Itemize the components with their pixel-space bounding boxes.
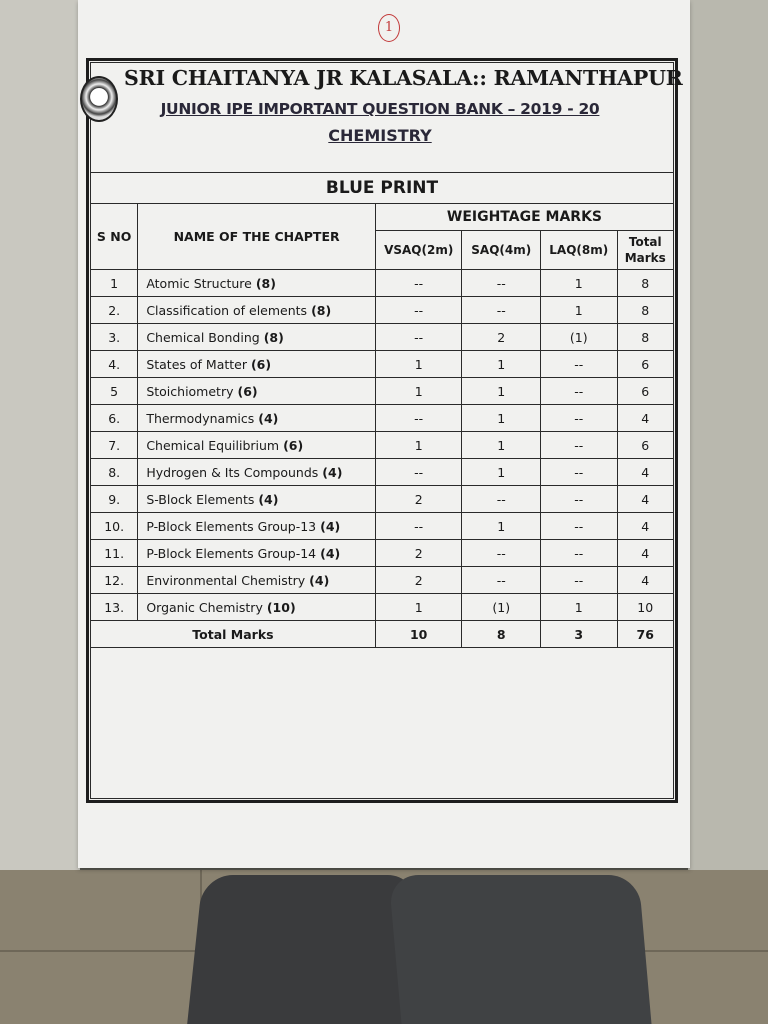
row-vsaq: -- bbox=[375, 405, 462, 432]
row-sno: 9. bbox=[91, 486, 138, 513]
row-saq: -- bbox=[462, 297, 541, 324]
row-laq: -- bbox=[541, 351, 618, 378]
chapter-name: Environmental Chemistry bbox=[146, 572, 306, 588]
column-header-chapter: NAME OF THE CHAPTER bbox=[138, 204, 376, 270]
row-saq: 1 bbox=[462, 405, 541, 432]
row-sno: 2. bbox=[91, 297, 138, 324]
row-total: 4 bbox=[617, 540, 673, 567]
document-subtitle: JUNIOR IPE IMPORTANT QUESTION BANK – 2019 - 20 bbox=[160, 100, 600, 118]
institution-title: SRI CHAITANYA JR KALASALA:: RAMANTHAPUR bbox=[124, 66, 683, 90]
row-total: 4 bbox=[617, 486, 673, 513]
row-vsaq: -- bbox=[375, 459, 462, 486]
table-row bbox=[91, 270, 674, 297]
row-laq: -- bbox=[541, 432, 618, 459]
row-laq: -- bbox=[541, 459, 618, 486]
chapter-name: Chemical Equilibrium bbox=[146, 437, 280, 453]
chapter-weight: (6) bbox=[250, 356, 272, 372]
row-saq: (1) bbox=[462, 594, 541, 621]
row-laq: -- bbox=[541, 405, 618, 432]
row-sno: 4. bbox=[91, 351, 138, 378]
row-laq: -- bbox=[541, 540, 618, 567]
row-total: 10 bbox=[617, 594, 673, 621]
row-laq: -- bbox=[541, 378, 618, 405]
table-row bbox=[91, 567, 674, 594]
row-saq: -- bbox=[462, 540, 541, 567]
background-wall-left bbox=[0, 0, 80, 880]
row-chapter bbox=[138, 351, 376, 378]
chapter-weight: (4) bbox=[320, 545, 341, 561]
chapter-weight: (4) bbox=[258, 491, 279, 507]
row-laq: 1 bbox=[541, 270, 618, 297]
chapter-weight: (8) bbox=[263, 329, 284, 345]
table-row bbox=[91, 324, 674, 351]
table-row bbox=[91, 297, 674, 324]
row-chapter bbox=[138, 513, 376, 540]
row-sno: 6. bbox=[91, 405, 138, 432]
row-total: 4 bbox=[617, 513, 673, 540]
totals-total: 76 bbox=[617, 621, 673, 648]
column-header-vsaq: VSAQ(2m) bbox=[375, 231, 462, 270]
row-vsaq: -- bbox=[375, 324, 462, 351]
row-total: 8 bbox=[617, 270, 673, 297]
row-total: 8 bbox=[617, 297, 673, 324]
row-saq: 1 bbox=[462, 459, 541, 486]
totals-label: Total Marks bbox=[91, 621, 376, 648]
row-chapter bbox=[138, 540, 376, 567]
row-chapter bbox=[138, 405, 376, 432]
row-total: 6 bbox=[617, 351, 673, 378]
table-row bbox=[91, 432, 674, 459]
row-laq: -- bbox=[541, 513, 618, 540]
chapter-weight: (6) bbox=[283, 437, 304, 453]
table-row bbox=[91, 378, 674, 405]
chapter-weight: (4) bbox=[322, 464, 343, 480]
row-vsaq: 1 bbox=[375, 378, 462, 405]
row-chapter bbox=[138, 567, 376, 594]
row-vsaq: 1 bbox=[375, 351, 462, 378]
subject-heading: CHEMISTRY bbox=[328, 126, 432, 145]
row-sno: 7. bbox=[91, 432, 138, 459]
column-group-weightage: WEIGHTAGE MARKS bbox=[375, 204, 673, 231]
row-total: 6 bbox=[617, 378, 673, 405]
row-laq: -- bbox=[541, 486, 618, 513]
row-sno: 5 bbox=[91, 378, 138, 405]
row-laq: 1 bbox=[541, 297, 618, 324]
row-vsaq: 2 bbox=[375, 540, 462, 567]
row-saq: -- bbox=[462, 486, 541, 513]
row-chapter bbox=[138, 270, 376, 297]
row-chapter bbox=[138, 486, 376, 513]
chapter-name: Hydrogen & Its Compounds bbox=[146, 464, 319, 480]
row-laq: 1 bbox=[541, 594, 618, 621]
row-saq: 1 bbox=[462, 513, 541, 540]
chapter-name: Classification of elements bbox=[146, 302, 308, 318]
row-sno: 11. bbox=[91, 540, 138, 567]
chapter-name: Stoichiometry bbox=[146, 383, 234, 399]
row-vsaq: -- bbox=[375, 513, 462, 540]
chapter-name: States of Matter bbox=[146, 356, 247, 372]
chapter-weight: (4) bbox=[320, 518, 341, 534]
chapter-weight: (8) bbox=[311, 302, 332, 318]
column-header-saq: SAQ(4m) bbox=[462, 231, 541, 270]
row-sno: 8. bbox=[91, 459, 138, 486]
row-sno: 3. bbox=[91, 324, 138, 351]
row-chapter bbox=[138, 324, 376, 351]
blue-print-table bbox=[90, 172, 674, 648]
totals-row bbox=[91, 621, 674, 648]
row-total: 6 bbox=[617, 432, 673, 459]
row-saq: -- bbox=[462, 567, 541, 594]
table-row bbox=[91, 594, 674, 621]
column-header-total: Total Marks bbox=[617, 231, 673, 270]
row-vsaq: 2 bbox=[375, 486, 462, 513]
row-laq: (1) bbox=[541, 324, 618, 351]
totals-laq: 3 bbox=[541, 621, 618, 648]
row-chapter bbox=[138, 432, 376, 459]
person-leg-left bbox=[187, 875, 418, 1024]
chapter-name: P-Block Elements Group-14 bbox=[146, 545, 317, 561]
table-row bbox=[91, 513, 674, 540]
row-vsaq: -- bbox=[375, 297, 462, 324]
chapter-name: P-Block Elements Group-13 bbox=[146, 518, 317, 534]
row-saq: 1 bbox=[462, 432, 541, 459]
chapter-name: Chemical Bonding bbox=[146, 329, 260, 345]
row-total: 8 bbox=[617, 324, 673, 351]
row-vsaq: 2 bbox=[375, 567, 462, 594]
row-chapter bbox=[138, 594, 376, 621]
row-total: 4 bbox=[617, 567, 673, 594]
table-row bbox=[91, 351, 674, 378]
page-number: 1 bbox=[378, 14, 400, 42]
chapter-name: Atomic Structure bbox=[146, 275, 252, 291]
chapter-weight: (4) bbox=[309, 572, 330, 588]
row-total: 4 bbox=[617, 459, 673, 486]
totals-vsaq: 10 bbox=[375, 621, 462, 648]
row-sno: 1 bbox=[91, 270, 138, 297]
row-sno: 10. bbox=[91, 513, 138, 540]
chapter-weight: (4) bbox=[258, 410, 279, 426]
row-vsaq: 1 bbox=[375, 432, 462, 459]
row-vsaq: 1 bbox=[375, 594, 462, 621]
chapter-weight: (6) bbox=[237, 383, 258, 399]
chapter-name: Thermodynamics bbox=[146, 410, 255, 426]
table-row bbox=[91, 540, 674, 567]
row-chapter bbox=[138, 459, 376, 486]
row-saq: 1 bbox=[462, 378, 541, 405]
column-header-laq: LAQ(8m) bbox=[541, 231, 618, 270]
row-laq: -- bbox=[541, 567, 618, 594]
row-sno: 13. bbox=[91, 594, 138, 621]
table-row bbox=[91, 405, 674, 432]
chapter-name: S-Block Elements bbox=[146, 491, 255, 507]
row-vsaq: -- bbox=[375, 270, 462, 297]
column-header-sno: S NO bbox=[91, 204, 138, 270]
person-leg-right bbox=[388, 875, 651, 1024]
table-row bbox=[91, 486, 674, 513]
row-chapter bbox=[138, 297, 376, 324]
chapter-name: Organic Chemistry bbox=[146, 599, 263, 615]
row-sno: 12. bbox=[91, 567, 138, 594]
table-title: BLUE PRINT bbox=[91, 173, 674, 204]
background-wall-right bbox=[688, 0, 768, 880]
table-row bbox=[91, 459, 674, 486]
row-saq: 2 bbox=[462, 324, 541, 351]
row-saq: 1 bbox=[462, 351, 541, 378]
chapter-weight: (8) bbox=[255, 275, 276, 291]
row-total: 4 bbox=[617, 405, 673, 432]
table-body bbox=[91, 270, 674, 621]
row-saq: -- bbox=[462, 270, 541, 297]
totals-saq: 8 bbox=[462, 621, 541, 648]
chapter-weight: (10) bbox=[266, 599, 296, 615]
row-chapter bbox=[138, 378, 376, 405]
